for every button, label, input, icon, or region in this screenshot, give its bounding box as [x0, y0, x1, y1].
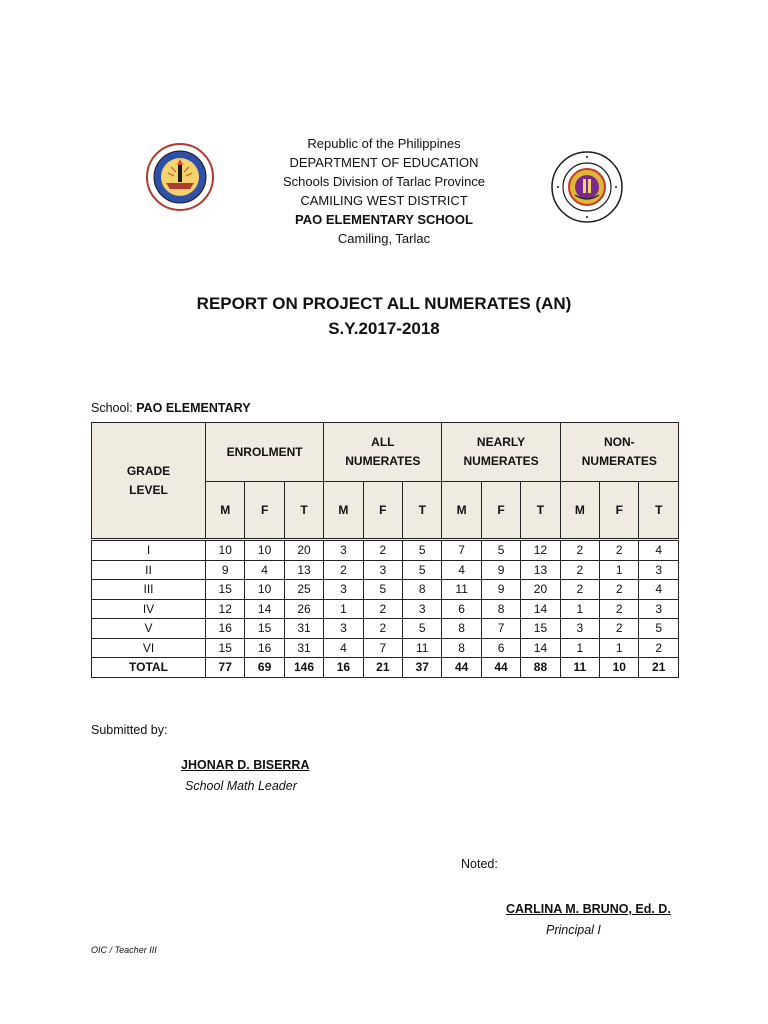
total-label-cell: TOTAL — [92, 658, 206, 678]
table-cell: 12 — [206, 599, 245, 619]
table-row — [92, 560, 679, 580]
header-district: CAMILING WEST DISTRICT — [300, 193, 468, 208]
total-row — [92, 658, 679, 678]
table-cell: 1 — [324, 599, 363, 619]
noter-role: Principal I — [546, 923, 601, 937]
report-title-main: REPORT ON PROJECT ALL NUMERATES (AN) — [196, 294, 572, 313]
table-cell: 11 — [403, 638, 442, 658]
sub-header-cell: F — [245, 482, 284, 540]
footer-note: OIC / Teacher III — [91, 945, 157, 955]
table-row — [92, 619, 679, 639]
table-cell: 10 — [206, 540, 245, 561]
noter-name: CARLINA M. BRUNO, Ed. D. — [506, 902, 671, 916]
table-cell: 5 — [363, 580, 402, 600]
sub-header-cell: F — [481, 482, 520, 540]
header-location: Camiling, Tarlac — [337, 231, 431, 246]
enrolment-header: ENROLMENT — [206, 423, 324, 482]
table-cell: 7 — [363, 638, 402, 658]
submitted-by-label: Submitted by: — [91, 723, 168, 737]
table-cell: 15 — [245, 619, 284, 639]
table-cell: 3 — [639, 599, 679, 619]
table-cell: 2 — [560, 540, 599, 561]
total-cell: 10 — [600, 658, 639, 678]
table-cell: 10 — [245, 540, 284, 561]
sub-header-cell: M — [442, 482, 481, 540]
table-cell: 5 — [403, 560, 442, 580]
report-title — [0, 291, 768, 341]
nearly-numerates-header: NEARLY NUMERATES — [442, 423, 560, 482]
table-cell: 8 — [442, 638, 481, 658]
header-school: PAO ELEMENTARY SCHOOL — [295, 212, 473, 227]
table-cell: 20 — [521, 580, 560, 600]
sub-header-cell: M — [560, 482, 599, 540]
total-cell: 44 — [442, 658, 481, 678]
table-cell: 8 — [442, 619, 481, 639]
table-cell: 1 — [560, 638, 599, 658]
table-cell: 4 — [639, 540, 679, 561]
submitter-role: School Math Leader — [185, 779, 297, 793]
sub-header-cell: T — [403, 482, 442, 540]
sub-header-cell: T — [639, 482, 679, 540]
header-department: DEPARTMENT OF EDUCATION — [289, 155, 479, 170]
table-cell: 14 — [521, 638, 560, 658]
table-cell: 12 — [521, 540, 560, 561]
table-cell: 5 — [403, 619, 442, 639]
table-cell: 16 — [206, 619, 245, 639]
table-cell: 4 — [324, 638, 363, 658]
school-value: PAO ELEMENTARY — [136, 401, 251, 415]
non-numerates-header: NON- NUMERATES — [560, 423, 678, 482]
total-cell: 44 — [481, 658, 520, 678]
sub-header-cell: T — [284, 482, 323, 540]
table-cell: 31 — [284, 619, 323, 639]
total-cell: 16 — [324, 658, 363, 678]
grade-level-cell: I — [92, 540, 206, 561]
grade-level-cell: II — [92, 560, 206, 580]
table-cell: 2 — [324, 560, 363, 580]
table-cell: 13 — [284, 560, 323, 580]
table-cell: 1 — [560, 599, 599, 619]
total-cell: 21 — [363, 658, 402, 678]
sub-header-cell: T — [521, 482, 560, 540]
table-cell: 14 — [245, 599, 284, 619]
table-cell: 15 — [521, 619, 560, 639]
table-cell: 3 — [403, 599, 442, 619]
grade-level-cell: IV — [92, 599, 206, 619]
table-cell: 9 — [481, 580, 520, 600]
table-row — [92, 638, 679, 658]
submitter-name: JHONAR D. BISERRA — [181, 758, 310, 772]
table-cell: 9 — [481, 560, 520, 580]
total-cell: 77 — [206, 658, 245, 678]
table-cell: 4 — [639, 580, 679, 600]
table-cell: 2 — [600, 540, 639, 561]
table-cell: 5 — [403, 540, 442, 561]
table-cell: 10 — [245, 580, 284, 600]
table-cell: 13 — [521, 560, 560, 580]
table-cell: 14 — [521, 599, 560, 619]
table-body — [92, 540, 679, 678]
header-division: Schools Division of Tarlac Province — [282, 174, 486, 189]
table-cell: 2 — [600, 580, 639, 600]
table-cell: 2 — [363, 619, 402, 639]
table-cell: 2 — [560, 580, 599, 600]
table-cell: 2 — [363, 599, 402, 619]
table-cell: 2 — [363, 540, 402, 561]
table-cell: 25 — [284, 580, 323, 600]
table-cell: 7 — [442, 540, 481, 561]
sub-header-cell: F — [363, 482, 402, 540]
sub-header-cell: M — [206, 482, 245, 540]
total-cell: 11 — [560, 658, 599, 678]
table-cell: 9 — [206, 560, 245, 580]
grade-level-header: GRADE LEVEL — [92, 423, 206, 540]
table-cell: 3 — [639, 560, 679, 580]
table-cell: 6 — [442, 599, 481, 619]
table-cell: 5 — [481, 540, 520, 561]
total-cell: 88 — [521, 658, 560, 678]
table-cell: 16 — [245, 638, 284, 658]
table-cell: 2 — [639, 638, 679, 658]
table-cell: 20 — [284, 540, 323, 561]
table-cell: 3 — [363, 560, 402, 580]
all-numerates-header: ALL NUMERATES — [324, 423, 442, 482]
table-cell: 11 — [442, 580, 481, 600]
table-cell: 1 — [600, 560, 639, 580]
total-cell: 21 — [639, 658, 679, 678]
table-row — [92, 540, 679, 561]
total-cell: 69 — [245, 658, 284, 678]
school-label: School: — [91, 401, 133, 415]
grade-level-cell: III — [92, 580, 206, 600]
table-cell: 7 — [481, 619, 520, 639]
table-cell: 4 — [245, 560, 284, 580]
table-row — [92, 580, 679, 600]
table-cell: 3 — [560, 619, 599, 639]
numerates-table — [91, 422, 679, 678]
noted-label: Noted: — [461, 857, 498, 871]
sub-header-cell: F — [600, 482, 639, 540]
table-cell: 3 — [324, 580, 363, 600]
table-row — [92, 599, 679, 619]
table-cell: 31 — [284, 638, 323, 658]
table-cell: 3 — [324, 619, 363, 639]
document-header — [0, 134, 768, 248]
table-cell: 2 — [600, 599, 639, 619]
table-cell: 2 — [560, 560, 599, 580]
sub-header-cell: M — [324, 482, 363, 540]
table-cell: 15 — [206, 580, 245, 600]
table-cell: 8 — [481, 599, 520, 619]
total-cell: 37 — [403, 658, 442, 678]
report-school-year: S.Y.2017-2018 — [328, 319, 440, 338]
total-cell: 146 — [284, 658, 323, 678]
header-country: Republic of the Philippines — [307, 136, 461, 151]
grade-level-cell: VI — [92, 638, 206, 658]
table-cell: 8 — [403, 580, 442, 600]
table-cell: 3 — [324, 540, 363, 561]
table-cell: 15 — [206, 638, 245, 658]
school-line — [91, 401, 251, 415]
table-cell: 26 — [284, 599, 323, 619]
grade-level-cell: V — [92, 619, 206, 639]
table-cell: 4 — [442, 560, 481, 580]
table-cell: 1 — [600, 638, 639, 658]
table-cell: 2 — [600, 619, 639, 639]
table-cell: 5 — [639, 619, 679, 639]
table-cell: 6 — [481, 638, 520, 658]
